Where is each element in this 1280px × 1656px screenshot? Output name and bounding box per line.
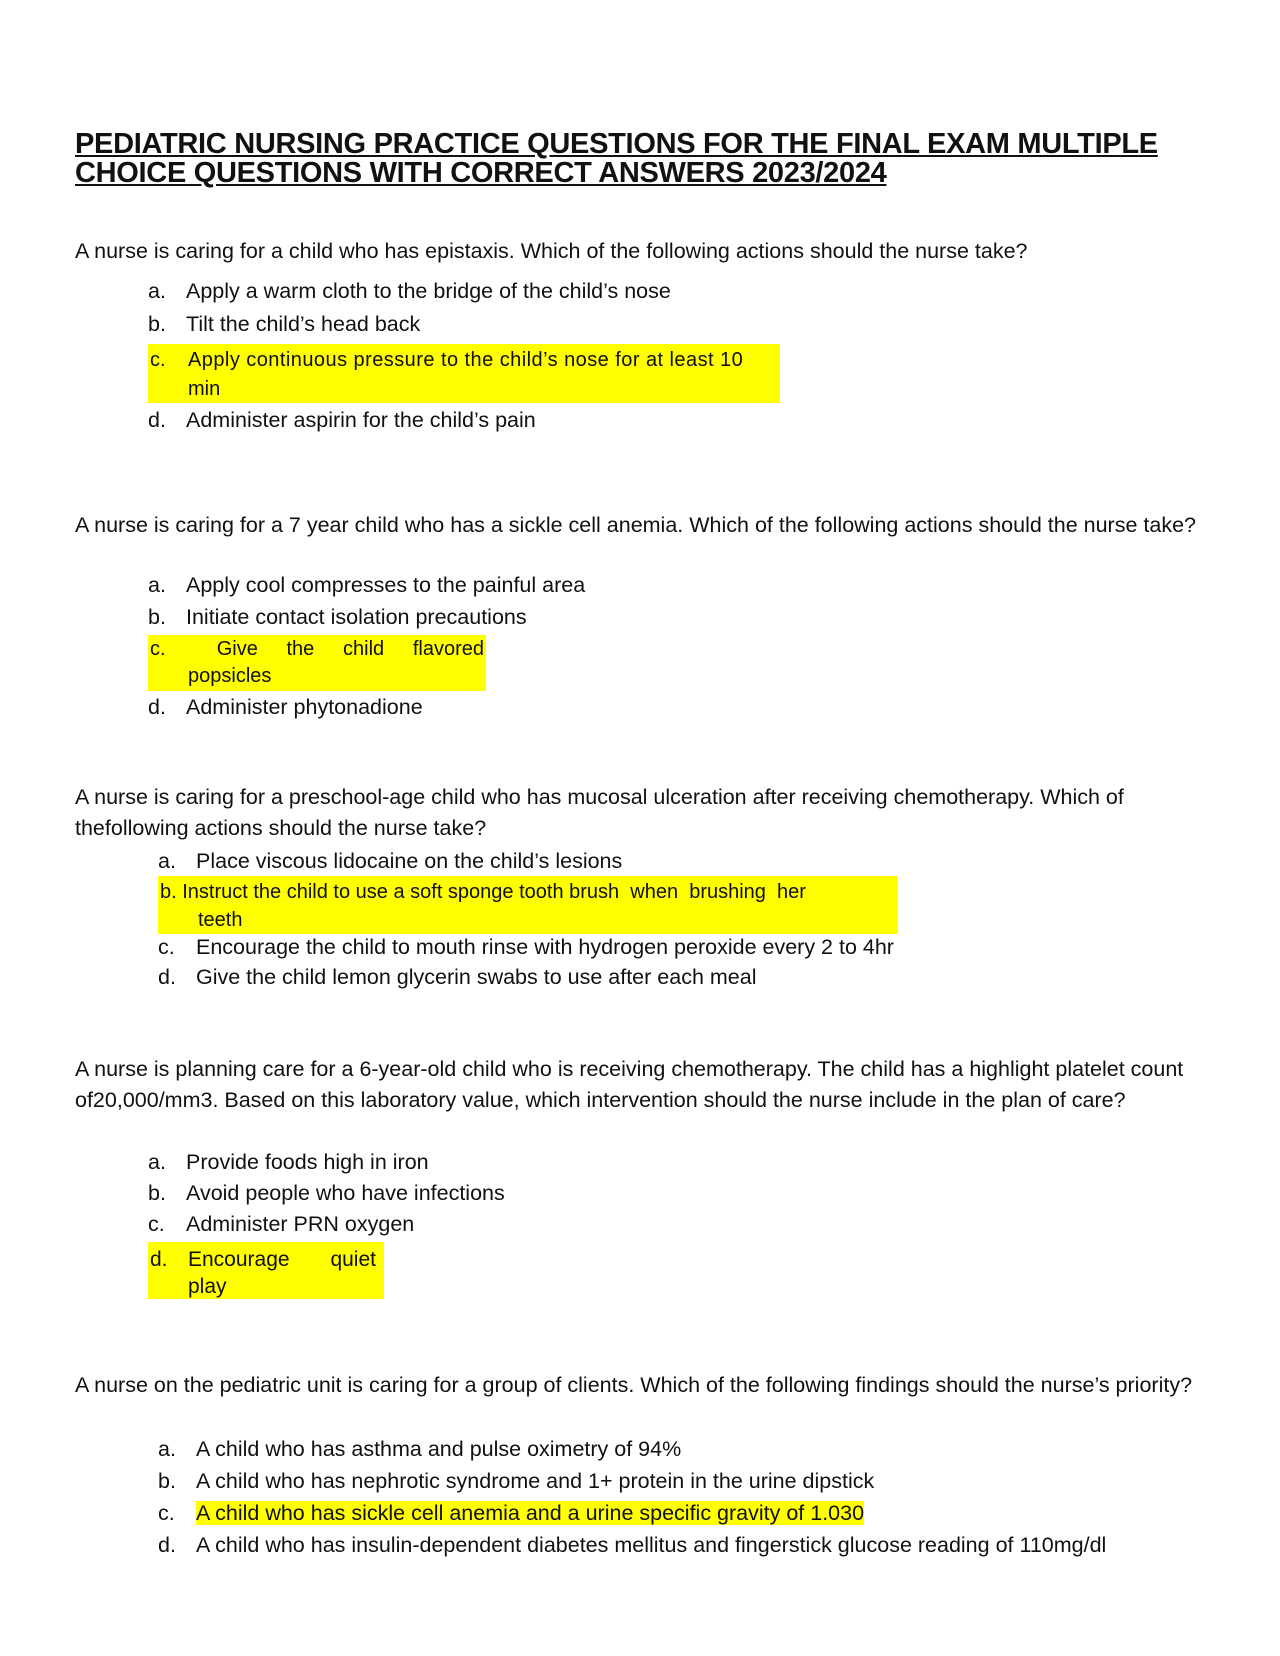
q4-option-b bbox=[148, 1178, 505, 1208]
option-text: Provide foods high in iron bbox=[186, 1150, 429, 1174]
q4-option-d bbox=[150, 1245, 382, 1299]
q1-option-a bbox=[148, 276, 671, 306]
option-letter: a. bbox=[158, 1437, 176, 1461]
title-line-1: PEDIATRIC NURSING PRACTICE QUESTIONS FOR THE FINAL EXAM MULTIPLE bbox=[75, 128, 1158, 160]
page-title bbox=[75, 130, 1205, 188]
option-text: Apply cool compresses to the painful area bbox=[186, 573, 586, 597]
option-letter: b. bbox=[148, 605, 166, 629]
option-letter: c. bbox=[158, 1501, 175, 1525]
option-text: A child who has insulin-dependent diabetes mellitus and fingerstick glucose reading of 110mg/dl bbox=[196, 1533, 1107, 1557]
option-letter: a. bbox=[148, 573, 166, 597]
option-letter: d. bbox=[150, 1248, 168, 1271]
option-letter: d. bbox=[148, 408, 166, 432]
option-text: Give the child lemon glycerin swabs to use after each meal bbox=[196, 965, 757, 989]
option-prefix bbox=[150, 1245, 290, 1274]
option-letter: c. bbox=[150, 349, 166, 371]
question-5-stem: A nurse on the pediatric unit is caring for a group of clients. Which of the following findings should the nurse’s priority? bbox=[75, 1373, 1193, 1397]
q2-option-b bbox=[148, 602, 527, 632]
option-text: Apply a warm cloth to the bridge of the child’s nose bbox=[186, 279, 671, 303]
option-text: Place viscous lidocaine on the child’s lesions bbox=[196, 849, 623, 873]
option-word: quiet bbox=[330, 1248, 376, 1271]
option-letter: a. bbox=[158, 849, 176, 873]
option-text-wrap: min bbox=[188, 378, 221, 400]
question-4-stem: A nurse is planning care for a 6-year-old child who is receiving chemotherapy. The child has a highlight platelet count of20,000/mm3. Based on this laboratory value, which intervention should the nurse include in the plan of care? bbox=[75, 1057, 1184, 1112]
q3-option-c bbox=[158, 932, 894, 962]
q4-option-a bbox=[148, 1147, 429, 1177]
option-letter: c. bbox=[158, 935, 175, 959]
option-text: Tilt the child’s head back bbox=[186, 312, 421, 336]
q5-option-a bbox=[158, 1434, 681, 1464]
option-letter: d. bbox=[158, 965, 176, 989]
option-letter: a. bbox=[148, 1150, 166, 1174]
q5-option-d bbox=[158, 1530, 1106, 1560]
q2-option-c bbox=[150, 635, 484, 689]
option-text: Apply continuous pressure to the child’s nose for at least 10 bbox=[188, 349, 744, 371]
q5-option-b bbox=[158, 1466, 874, 1496]
option-text: A child who has asthma and pulse oximetry of 94% bbox=[196, 1437, 682, 1461]
option-word: Encourage bbox=[188, 1248, 290, 1271]
question-2-stem: A nurse is caring for a 7 year child who has a sickle cell anemia. Which of the following actions should the nurse take? bbox=[75, 513, 1196, 537]
option-letter: c. bbox=[150, 638, 166, 660]
option-word: flavored bbox=[412, 638, 484, 660]
q3-option-d bbox=[158, 962, 756, 992]
option-letter: a. bbox=[148, 279, 166, 303]
q2-option-d bbox=[148, 692, 423, 722]
q5-option-c bbox=[158, 1498, 864, 1528]
option-letter: b. bbox=[148, 312, 166, 336]
q4-option-c bbox=[148, 1209, 414, 1239]
q2-option-a bbox=[148, 570, 585, 600]
q1-option-c bbox=[150, 346, 778, 404]
option-text: Initiate contact isolation precautions bbox=[186, 605, 527, 629]
option-text: Administer PRN oxygen bbox=[186, 1212, 415, 1236]
option-text-wrap: popsicles bbox=[188, 665, 272, 687]
option-word: Give bbox=[216, 638, 258, 660]
option-letter: d. bbox=[158, 1533, 176, 1557]
question-1-stem: A nurse is caring for a child who has epistaxis. Which of the following actions should the nurse take? bbox=[75, 239, 1028, 263]
q3-option-b bbox=[160, 878, 896, 933]
title-line-2: CHOICE QUESTIONS WITH CORRECT ANSWERS 2023/2024 bbox=[75, 157, 887, 189]
option-letter: c. bbox=[148, 1212, 165, 1236]
option-text: A child who has sickle cell anemia and a urine specific gravity of 1.030 bbox=[196, 1501, 865, 1525]
q1-option-d bbox=[148, 405, 536, 435]
option-word: child bbox=[343, 638, 385, 660]
option-text: Administer phytonadione bbox=[186, 695, 423, 719]
option-letter: b. bbox=[148, 1181, 166, 1205]
q3-option-a bbox=[158, 846, 622, 876]
q1-option-b bbox=[148, 309, 420, 339]
option-text: Administer aspirin for the child’s pain bbox=[186, 408, 536, 432]
option-word: the bbox=[286, 638, 315, 660]
option-text: A child who has nephrotic syndrome and 1+ protein in the urine dipstick bbox=[196, 1469, 875, 1493]
option-text: Encourage the child to mouth rinse with hydrogen peroxide every 2 to 4hr bbox=[196, 935, 894, 959]
option-text: Avoid people who have infections bbox=[186, 1181, 505, 1205]
question-3-stem: A nurse is caring for a preschool-age child who has mucosal ulceration after receiving chemotherapy. Which of thefollowing actions should the nurse take? bbox=[75, 785, 1124, 840]
option-letter: b. bbox=[158, 1469, 176, 1493]
option-text-wrap: play bbox=[188, 1275, 227, 1298]
option-text: b. Instruct the child to use a soft sponge tooth brush when brushing her bbox=[160, 881, 806, 903]
option-letter: d. bbox=[148, 695, 166, 719]
option-text-wrap: teeth bbox=[198, 909, 243, 931]
